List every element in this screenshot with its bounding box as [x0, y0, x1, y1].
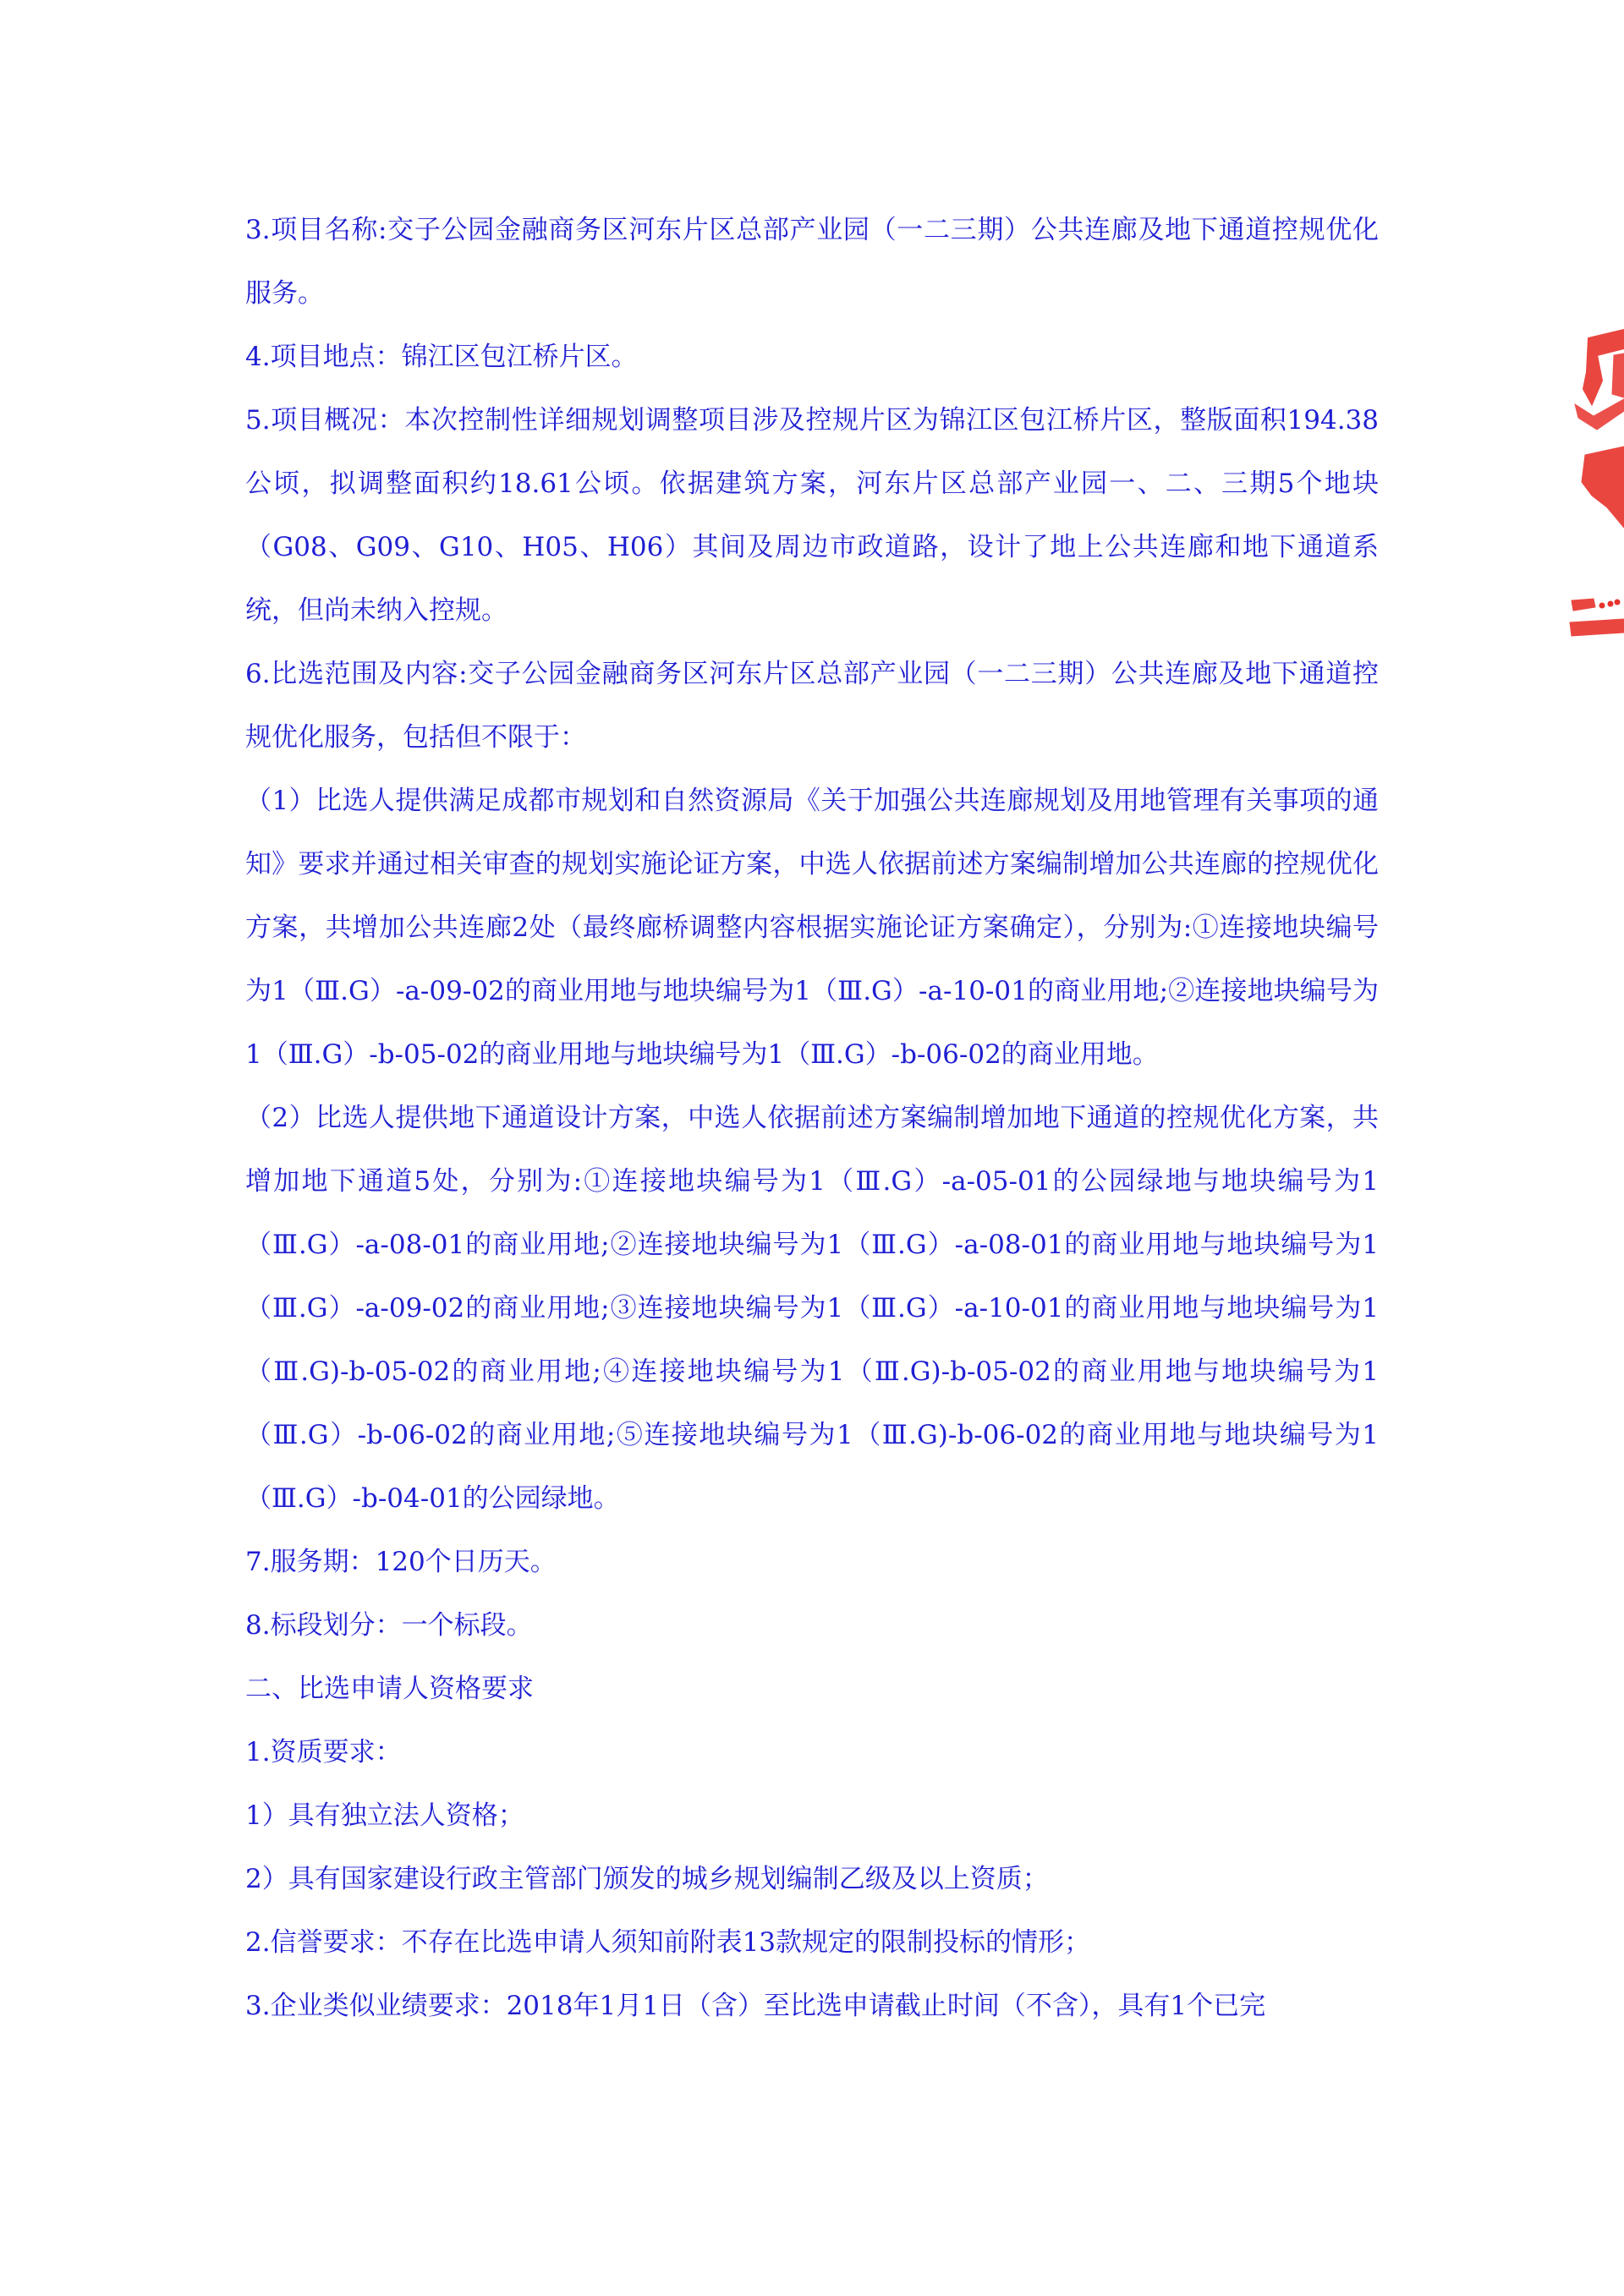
paragraph-service-period: 7.服务期：120个日历天。 [245, 1547, 557, 1577]
paragraph-performance-requirement: 3.企业类似业绩要求：2018年1月1日（含）至比选申请截止时间（不含），具有1个已完 [245, 1991, 1266, 2021]
paragraph-scope-and-content: 6.比选范围及内容:交子公园金融商务区河东片区总部产业园（一二三期）公共连廊及地下通道控规优化服务，包括但不限于： [245, 659, 1379, 753]
document-body [245, 199, 1379, 2038]
paragraph-legal-person: 1）具有独立法人资格； [245, 1800, 524, 1831]
paragraph-project-location: 4.项目地点：锦江区包江桥片区。 [245, 342, 638, 372]
paragraph-qualification-requirement: 1.资质要求： [245, 1737, 402, 1767]
paragraph-planning-certificate: 2）具有国家建设行政主管部门颁发的城乡规划编制乙级及以上资质； [245, 1864, 1049, 1894]
paragraph-project-name: 3.项目名称:交子公园金融商务区河东片区总部产业园（一二三期）公共连廊及地下通道控规优化服务。 [245, 215, 1379, 309]
paragraph-scope-item-1: （1）比选人提供满足成都市规划和自然资源局《关于加强公共连廊规划及用地管理有关事项的通知》要求并通过相关审查的规划实施论证方案，中选人依据前述方案编制增加公共连廊的控规优化方案，共增加公共连廊2处（最终廊桥调整内容根据实施论证方案确定），分别为:①连接地块编号为1（Ⅲ.G）-a-09-02的商业用地与地块编号为1（Ⅲ.G）-a-10-01的商业用地;②连接地块编号为1（Ⅲ.G）-b-05-02的商业用地与地块编号为1（Ⅲ.G）-b-06-02的商业用地。 [245, 786, 1379, 1070]
paragraph-lot-division: 8.标段划分：一个标段。 [245, 1610, 533, 1641]
section-heading-qualifications: 二、比选申请人资格要求 [245, 1674, 534, 1704]
official-seal-stamp-icon [1563, 304, 1624, 660]
paragraph-credit-requirement: 2.信誉要求：不存在比选申请人须知前附表13款规定的限制投标的情形； [245, 1927, 1091, 1958]
paragraph-scope-item-2: （2）比选人提供地下通道设计方案，中选人依据前述方案编制增加地下通道的控规优化方案，共增加地下通道5处，分别为:①连接地块编号为1（Ⅲ.G）-a-05-01的公园绿地与地块编号为1（Ⅲ.G）-a-08-01的商业用地;②连接地块编号为1（Ⅲ.G）-a-08-01的商业用地与地块编号为1（Ⅲ.G）-a-09-02的商业用地;③连接地块编号为1（Ⅲ.G）-a-10-01的商业用地与地块编号为1（Ⅲ.G)-b-05-02的商业用地;④连接地块编号为1（Ⅲ.G)-b-05-02的商业用地与地块编号为1（Ⅲ.G）-b-06-02的商业用地;⑤连接地块编号为1（Ⅲ.G)-b-06-02的商业用地与地块编号为1（Ⅲ.G）-b-04-01的公园绿地。 [245, 1103, 1379, 1514]
paragraph-project-overview: 5.项目概况：本次控制性详细规划调整项目涉及控规片区为锦江区包江桥片区，整版面积194.38公顷，拟调整面积约18.61公顷。依据建筑方案，河东片区总部产业园一、二、三期5个地块（G08、G09、G10、H05、H06）其间及周边市政道路，设计了地上公共连廊和地下通道系统，但尚未纳入控规。 [245, 405, 1379, 626]
